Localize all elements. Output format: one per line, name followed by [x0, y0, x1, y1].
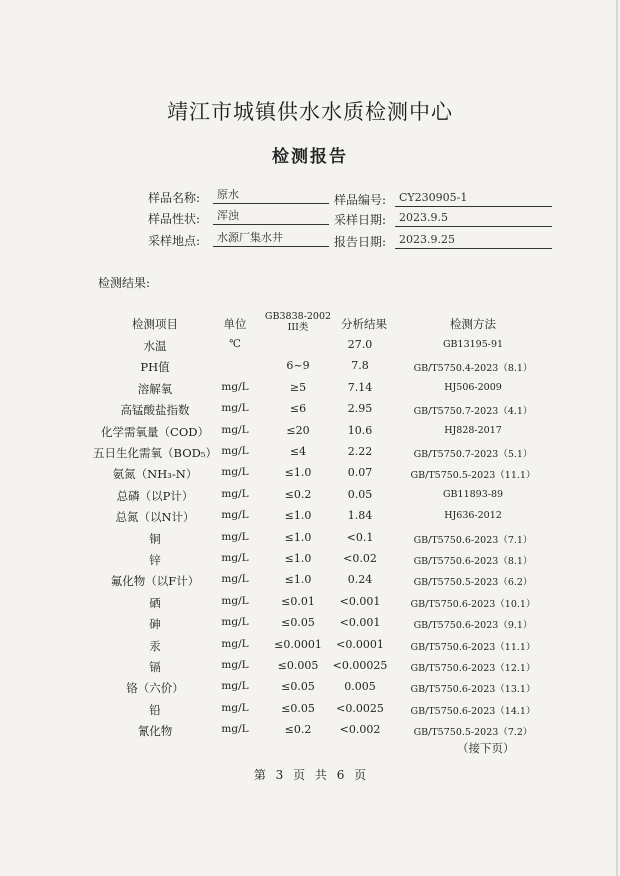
- cell-result: 27.0: [347, 338, 373, 351]
- cell-unit: mg/L: [221, 445, 249, 457]
- organization-title: 靖江市城镇供水水质检测中心: [167, 100, 453, 124]
- sampling-site-label: 采样地点:: [148, 234, 201, 248]
- cell-item: 汞: [149, 638, 161, 653]
- header-result: 分析结果: [341, 317, 387, 331]
- cell-item: 砷: [149, 617, 161, 632]
- cell-result: <0.001: [339, 616, 381, 630]
- cell-method: GB/T5750.5-2023（7.2）: [413, 727, 533, 739]
- cell-limit: ≤20: [286, 423, 310, 437]
- cell-unit: mg/L: [221, 380, 249, 393]
- cell-result: 7.8: [351, 359, 369, 373]
- cell-item: 锌: [149, 553, 161, 567]
- cell-result: 7.14: [347, 380, 373, 394]
- cell-item: 铬（六价）: [126, 681, 184, 696]
- cell-item: 高锰酸盐指数: [120, 403, 190, 418]
- cell-limit: ≤0.01: [281, 594, 315, 608]
- cell-result: <0.0025: [336, 701, 384, 715]
- header-method: 检测方法: [450, 317, 496, 331]
- cell-item: PH值: [140, 360, 170, 375]
- cell-limit: ≤0.2: [284, 487, 312, 501]
- cell-limit: ≤1.0: [284, 509, 312, 523]
- cell-limit: ≤1.0: [284, 552, 312, 565]
- cell-unit: mg/L: [221, 594, 249, 607]
- cell-unit: mg/L: [221, 402, 249, 415]
- cell-method: GB/T5750.6-2023（7.1）: [413, 534, 533, 546]
- cell-method: GB/T5750.6-2023（8.1）: [413, 556, 533, 567]
- cell-item: 溶解氧: [137, 381, 173, 396]
- cell-result: 0.005: [344, 680, 376, 694]
- cell-unit: mg/L: [221, 573, 249, 586]
- report-title: 检测报告: [272, 147, 348, 167]
- cell-item: 总磷（以P计）: [116, 488, 194, 503]
- cell-limit: ≤0.05: [281, 616, 315, 630]
- cell-method: GB/T5750.7-2023（5.1）: [413, 449, 533, 460]
- cell-result: <0.0001: [336, 637, 384, 651]
- cell-unit: mg/L: [221, 509, 249, 522]
- cell-limit: ≤6: [289, 402, 307, 416]
- sample-nature-value: 浑浊: [213, 209, 329, 225]
- cell-limit: 6~9: [286, 359, 310, 373]
- page-edge: [616, 0, 618, 876]
- cell-method: GB13195-91: [442, 339, 504, 350]
- cell-result: 10.6: [347, 423, 373, 437]
- cell-limit: ≤1.0: [284, 466, 312, 480]
- cell-result: 2.95: [347, 402, 373, 416]
- cell-item: 镉: [149, 660, 161, 674]
- cell-method: GB/T5750.6-2023（10.1）: [410, 598, 536, 610]
- sampling-site-value: 水源厂集水井: [213, 231, 329, 247]
- cell-method: GB/T5750.6-2023（14.1）: [410, 705, 536, 717]
- cell-unit: mg/L: [221, 723, 249, 736]
- cell-unit: mg/L: [221, 701, 249, 714]
- header-unit: 单位: [223, 317, 247, 331]
- cell-unit: mg/L: [221, 616, 249, 629]
- cell-result: 0.24: [347, 573, 373, 587]
- cell-item: 五日生化需氧（BOD₅）: [93, 446, 217, 460]
- cell-unit: ℃: [229, 338, 241, 350]
- cell-unit: mg/L: [221, 487, 249, 500]
- cell-item: 硒: [149, 595, 161, 610]
- cell-item: 氟化物（以F计）: [110, 574, 200, 589]
- cell-limit: ≤0.05: [281, 680, 315, 694]
- cell-method: HJ506-2009: [444, 381, 502, 393]
- sample-nature-label: 样品性状:: [148, 212, 201, 226]
- cell-result: 0.07: [347, 466, 373, 480]
- sample-name-label: 样品名称:: [148, 191, 201, 205]
- cell-method: GB/T5750.7-2023（4.1）: [413, 406, 533, 418]
- sampling-date-label: 采样日期:: [334, 213, 387, 227]
- cell-result: 2.22: [347, 445, 373, 458]
- cell-unit: mg/L: [221, 659, 249, 671]
- header-standard: [265, 311, 331, 333]
- cell-unit: mg/L: [221, 680, 249, 693]
- cell-result: <0.001: [339, 594, 381, 608]
- sample-name-value: 原水: [213, 188, 329, 204]
- cell-method: HJ828-2017: [444, 424, 502, 436]
- cell-result: <0.002: [339, 723, 381, 737]
- cell-method: GB11893-89: [442, 488, 504, 500]
- cell-result: <0.02: [343, 552, 377, 565]
- header-standard-line1: GB3838-2002: [264, 311, 332, 322]
- cell-limit: ≤0.2: [284, 723, 312, 737]
- cell-unit: mg/L: [221, 466, 249, 479]
- cell-result: 1.84: [347, 509, 373, 523]
- cell-method: GB/T5750.6-2023（12.1）: [410, 663, 536, 674]
- cell-limit: ≤0.0001: [274, 637, 322, 651]
- cell-method: HJ636-2012: [444, 510, 502, 522]
- report-date-label: 报告日期:: [334, 235, 387, 249]
- cell-unit: mg/L: [221, 423, 249, 436]
- cell-method: GB/T5750.5-2023（6.2）: [413, 577, 533, 589]
- cell-item: 氨氮（NH₃-N）: [112, 467, 198, 482]
- cell-limit: ≤0.05: [281, 701, 315, 715]
- header-standard-line2: III类: [287, 322, 309, 333]
- cell-unit: mg/L: [221, 552, 249, 564]
- cell-limit: ≤1.0: [284, 573, 312, 587]
- cell-method: GB/T5750.6-2023（9.1）: [413, 620, 533, 632]
- cell-item: 水温: [143, 339, 167, 353]
- sample-no-label: 样品编号:: [334, 193, 387, 207]
- cell-limit: ≤1.0: [284, 530, 312, 544]
- cell-limit: ≥5: [289, 380, 307, 394]
- cell-unit: mg/L: [221, 637, 249, 650]
- cell-item: 总氮（以N计）: [115, 510, 195, 525]
- cell-method: GB/T5750.5-2023（11.1）: [410, 470, 536, 482]
- results-label: 检测结果:: [98, 276, 151, 290]
- cell-item: 化学需氧量（COD）: [101, 424, 209, 439]
- cell-limit: ≤0.005: [277, 659, 319, 672]
- cell-method: GB/T5750.4-2023（8.1）: [413, 363, 533, 375]
- cell-method: GB/T5750.6-2023（11.1）: [410, 641, 536, 653]
- report-date-value: 2023.9.25: [395, 233, 552, 249]
- cell-item: 氰化物: [137, 724, 173, 739]
- sampling-date-value: 2023.9.5: [395, 211, 552, 227]
- cell-result: <0.00025: [332, 659, 388, 672]
- cell-result: <0.1: [346, 530, 374, 544]
- sample-no-value: CY230905-1: [395, 191, 552, 207]
- cell-result: 0.05: [347, 487, 373, 501]
- cell-limit: ≤4: [289, 445, 307, 458]
- cell-item: 铅: [149, 702, 161, 717]
- page-footer: 第 3 页 共 6 页: [253, 768, 367, 782]
- cell-unit: mg/L: [221, 530, 249, 543]
- cell-item: 铜: [149, 531, 161, 546]
- header-item: 检测项目: [132, 317, 178, 331]
- cell-method: GB/T5750.6-2023（13.1）: [410, 684, 536, 696]
- continue-note: （接下页）: [457, 741, 515, 755]
